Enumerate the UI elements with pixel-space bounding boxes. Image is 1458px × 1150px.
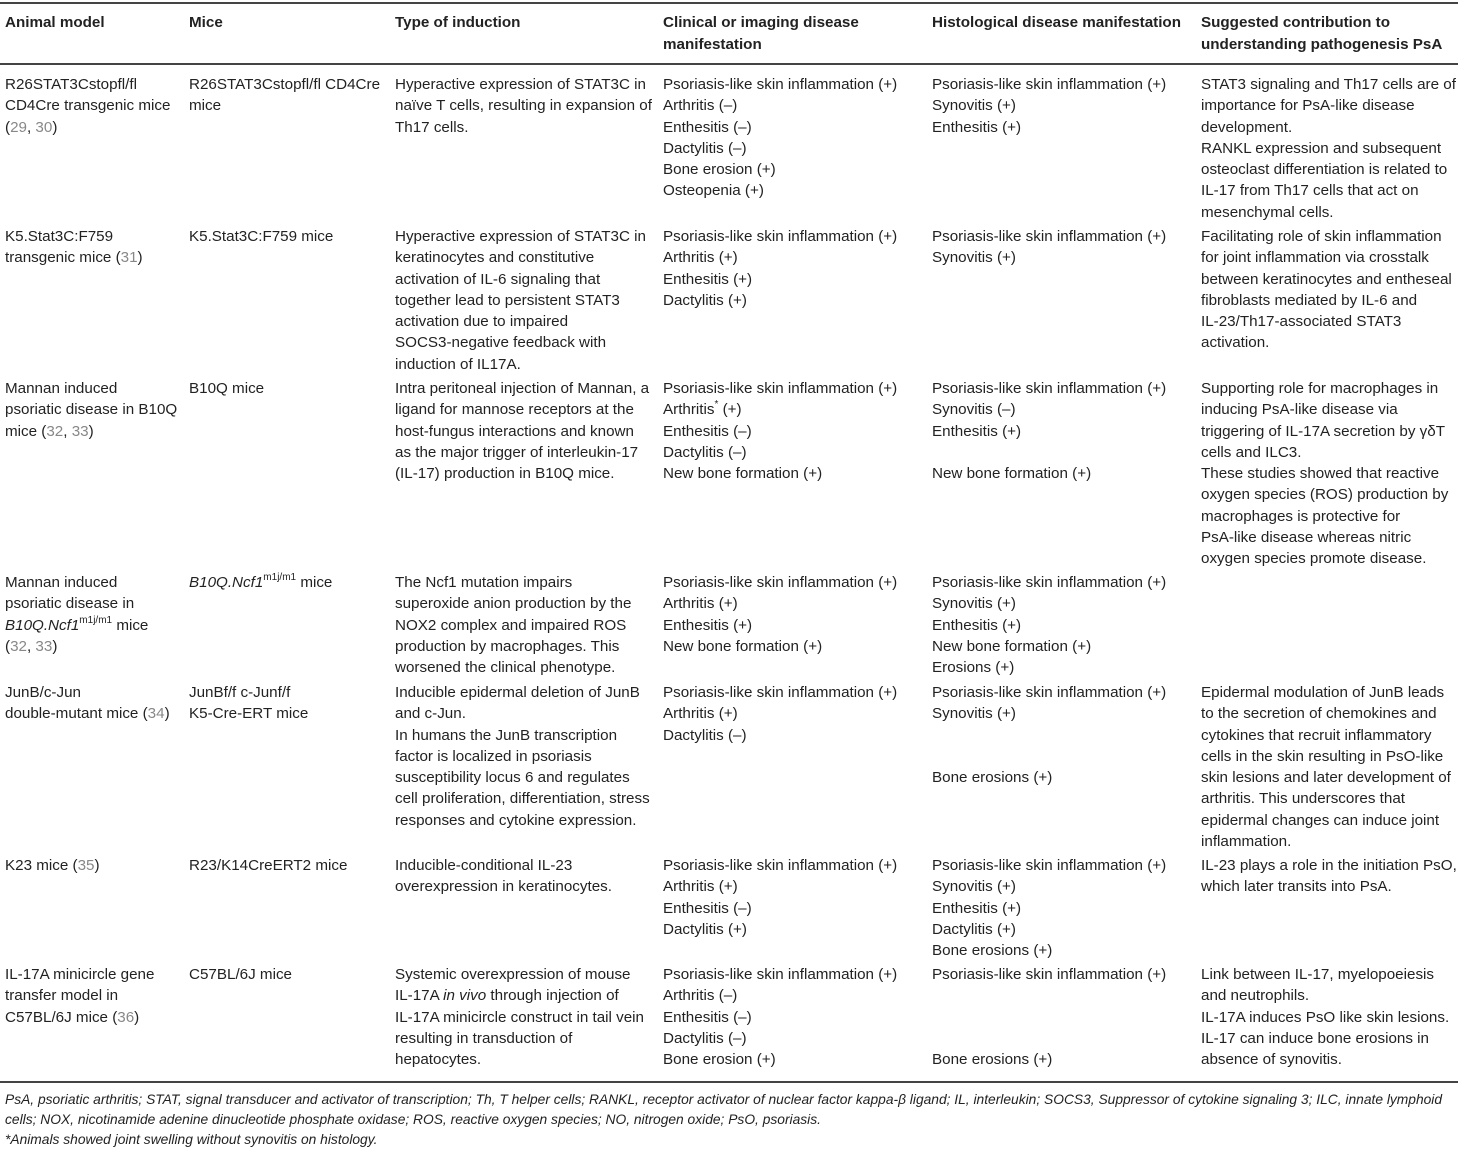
cell-animal-model: R26STAT3Cstopfl/fl CD4Cre transgenic mice (29, 30) — [5, 76, 171, 136]
citation-link[interactable]: 30 — [35, 118, 53, 136]
cell-mice: R26STAT3Cstopfl/fl CD4Cre mice — [189, 76, 381, 115]
citation-link[interactable]: 36 — [117, 1008, 135, 1026]
cell-histological: Psoriasis-like skin inflammation (+) Synovitis (+) Enthesitis (+) New bone formation (+) Erosions (+) — [932, 574, 1167, 677]
cell-histological: Psoriasis-like skin inflammation (+) Synovitis (+) — [932, 228, 1167, 267]
cell-contribution: Facilitating role of skin inflammation for joint inflammation via crosstalk between keratinocytes and entheseal fibroblasts mediated by IL-6 and IL-23/Th17-associated STAT3 activation. — [1201, 228, 1452, 352]
header-animal-model: Animal model — [5, 14, 105, 31]
cell-contribution: Supporting role for macrophages in inducing PsA-like disease via triggering of IL-17A secretion by γδT cells and ILC3. These studies showed that reactive oxygen species (ROS) production by macrophages is protective for PsA-like disease whereas nitric oxygen species promote disease. — [1201, 380, 1449, 568]
cell-clinical: Psoriasis-like skin inflammation (+) Arthritis (+) Enthesitis (+) Dactylitis (+) — [663, 228, 898, 309]
header-clinical-manifestation: Clinical or imaging disease manifestation — [663, 14, 859, 53]
header-rule — [0, 63, 1458, 65]
citation-link[interactable]: 32 — [46, 422, 64, 440]
header-histological-manifestation: Histological disease manifestation — [932, 14, 1181, 31]
cell-contribution: Link between IL-17, myelopoeiesis and neutrophils. IL-17A induces PsO like skin lesions. IL-17 can induce bone erosions in absence of synovitis. — [1201, 966, 1450, 1069]
citation-link[interactable]: 31 — [120, 249, 138, 267]
cell-animal-model: Mannan induced psoriatic disease in $B10Q.Ncf1^{m1j/m1}$ mice (32, 33) — [5, 574, 149, 655]
cell-induction: Inducible-conditional IL-23 overexpression in keratinocytes. — [395, 857, 612, 896]
footer-rule — [0, 1081, 1458, 1083]
cell-histological: Psoriasis-like skin inflammation (+) Synovitis (+) Enthesitis (+) Dactylitis (+) Bone erosions (+) — [932, 857, 1167, 960]
abbreviations-footnote: cells; NOX, nicotinamide adenine dinucleotide phosphate oxidase; ROS, reactive oxygen species; NO, nitrogen oxide; PsO, psoriasis. — [5, 1112, 821, 1127]
citation-link[interactable]: 33 — [71, 422, 89, 440]
citation-link[interactable]: 34 — [147, 705, 165, 723]
cell-animal-model: Mannan induced psoriatic disease in B10Q mice (32, 33) — [5, 380, 178, 440]
cell-animal-model: IL-17A minicircle gene transfer model in C57BL/6J mice (36) — [5, 966, 155, 1026]
cell-induction: Intra peritoneal injection of Mannan, a ligand for mannose receptors at the host-fungus interactions and known as the major trigger of interleukin-17 (IL-17) production in B10Q mice. — [395, 380, 650, 483]
cell-mice: K5.Stat3C:F759 mice — [189, 228, 334, 245]
cell-histological: Psoriasis-like skin inflammation (+) Synovitis (+) Bone erosions (+) — [932, 684, 1167, 787]
cell-clinical: Psoriasis-like skin inflammation (+) Arthritis* (+) Enthesitis (–) Dactylitis (–) New bone formation (+) — [663, 380, 898, 483]
citation-link[interactable]: 35 — [77, 857, 95, 874]
cell-induction: Hyperactive expression of STAT3C in keratinocytes and constitutive activation of IL-6 signaling that together lead to persistent STAT3 activation due to impaired SOCS3-negative feedback with induction of IL17A. — [395, 228, 646, 373]
citation-link[interactable]: 33 — [35, 637, 53, 655]
cell-clinical: Psoriasis-like skin inflammation (+) Arthritis (+) Enthesitis (–) Dactylitis (+) — [663, 857, 898, 938]
cell-clinical: Psoriasis-like skin inflammation (+) Arthritis (+) Enthesitis (+) New bone formation (+) — [663, 574, 898, 655]
cell-histological: Psoriasis-like skin inflammation (+) Synovitis (+) Enthesitis (+) — [932, 76, 1167, 136]
asterisk-footnote: *Animals showed joint swelling without synovitis on histology. — [5, 1132, 378, 1147]
cell-animal-model: JunB/c-Jun double-mutant mice (34) — [5, 684, 170, 723]
table-header-row — [0, 0, 1458, 64]
cell-mice: $B10Q.Ncf1^{m1j/m1}$ mice — [189, 571, 333, 591]
cell-mice: R23/K14CreERT2 mice — [189, 857, 348, 874]
cell-mice: C57BL/6J mice — [189, 966, 292, 983]
cell-induction: Inducible epidermal deletion of JunB and c-Jun. In humans the JunB transcription factor is localized in psoriasis susceptibility locus 6 and regulates cell proliferation, differentiation, stress responses and cytokine expression. — [395, 684, 650, 829]
cell-clinical: Psoriasis-like skin inflammation (+) Arthritis (–) Enthesitis (–) Dactylitis (–) Bone erosion (+) — [663, 966, 898, 1069]
cell-clinical: Psoriasis-like skin inflammation (+) Arthritis (–) Enthesitis (–) Dactylitis (–) Bone erosion (+) Osteopenia (+) — [663, 76, 898, 200]
cell-induction: Systemic overexpression of mouse IL-17A in vivo through injection of IL-17A minicircle construct in tail vein resulting in transduction of hepatocytes. — [395, 966, 645, 1069]
cell-histological: Psoriasis-like skin inflammation (+) Synovitis (–) Enthesitis (+) New bone formation (+) — [932, 380, 1167, 483]
cell-animal-model: K23 mice (35) — [5, 857, 100, 874]
abbreviations-footnote: PsA, psoriatic arthritis; STAT, signal transducer and activator of transcription; Th, T helper cells; RANKL, receptor activator of nuclear factor kappa-β ligand; IL, interleukin; SOCS3, Suppressor of cytokine signaling 3; ILC, innate lymphoid — [5, 1092, 1443, 1107]
cell-induction: Hyperactive expression of STAT3C in naïve T cells, resulting in expansion of Th17 cells. — [395, 76, 652, 136]
table-footnotes — [5, 1090, 1455, 1150]
cell-mice: B10Q mice — [189, 380, 265, 397]
header-mice: Mice — [189, 14, 223, 31]
cell-contribution: IL-23 plays a role in the initiation PsO, which later transits into PsA. — [1201, 857, 1457, 896]
citation-link[interactable]: 32 — [10, 637, 27, 655]
cell-mice: JunBf/f c-Junf/f K5-Cre-ERT mice — [189, 684, 309, 723]
cell-contribution: Epidermal modulation of JunB leads to the secretion of chemokines and cytokines that recruit inflammatory cells in the skin resulting in PsO-like skin lesions and later development of arthritis. This underscores that epidermal changes can induce joint inflammation. — [1201, 684, 1451, 851]
cell-clinical: Psoriasis-like skin inflammation (+) Arthritis (+) Dactylitis (–) — [663, 684, 898, 744]
cell-contribution: STAT3 signaling and Th17 cells are of importance for PsA-like disease development. RANKL expression and subsequent osteoclast differentiation is related to IL-17 from Th17 cells that act on mesenchymal cells. — [1201, 76, 1456, 221]
cell-histological: Psoriasis-like skin inflammation (+) Bone erosions (+) — [932, 966, 1167, 1069]
citation-link[interactable]: 29 — [10, 118, 27, 136]
header-contribution: Suggested contribution to understanding pathogenesis PsA — [1201, 14, 1443, 53]
cell-animal-model: K5.Stat3C:F759 transgenic mice (31) — [5, 228, 143, 267]
header-type-of-induction: Type of induction — [395, 14, 521, 31]
cell-induction: The Ncf1 mutation impairs superoxide anion production by the NOX2 complex and impaired ROS production by macrophages. This worsened the clinical phenotype. — [395, 574, 632, 677]
